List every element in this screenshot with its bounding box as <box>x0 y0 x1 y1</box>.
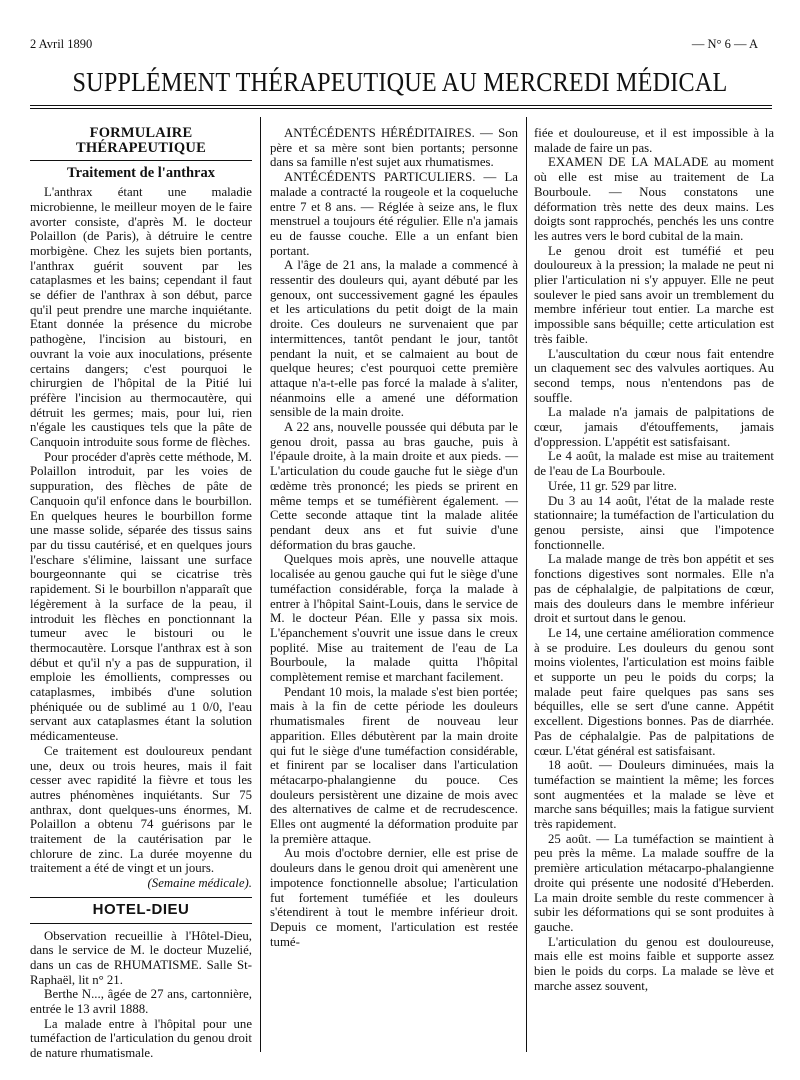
observation-paragraph: Du 3 au 14 août, l'état de la malade reste stationnaire; la tuméfaction de l'articulation du genou persiste, ainsi que l'impotence fonctionnelle. <box>534 493 774 552</box>
box-paragraph: Berthe N..., âgée de 27 ans, cartonnière, entrée le 13 avril 1888. <box>30 987 252 1017</box>
observation-paragraph: 18 août. — Douleurs diminuées, mais la tuméfaction se maintient la même; les forces sont augmentées et la malade se lève et marche sans béquilles; mais la fatigue survient très rapidement. <box>534 758 774 832</box>
observation-paragraph: L'articulation du genou est douloureuse, mais elle est moins faible et supporte assez bien le poids du corps. La malade se lève et marche assez souvent, <box>534 934 774 993</box>
header-date: 2 Avril 1890 <box>30 37 93 51</box>
box-rule <box>30 923 252 924</box>
box-rule <box>30 897 252 898</box>
page-title: SUPPLÉMENT THÉRAPEUTIQUE AU MERCREDI MÉDICAL <box>72 66 728 97</box>
column-divider-2 <box>526 117 527 1052</box>
observation-paragraph: Quelques mois après, une nouvelle attaque localisée au genou gauche qui fut le siège d'une tuméfaction considérable, força la malade à entrer à l'hôpital Saint-Louis, dans le service de M. le docteur Péan. Elle y passa six mois. L'épanchement s'ouvrit une issue dans le creux poplité. Mise au traitement de l'eau de La Bourboule, la malade quitta l'hôpital complètement remise et marchant facilement. <box>270 552 518 685</box>
header-rule <box>30 105 772 106</box>
header-issue-number: — N° 6 — A <box>691 37 758 51</box>
observation-paragraph: La malade mange de très bon appétit et ses fonctions digestives sont normales. Elle n'a pas de céphalalgie, de palpitations de cœur, mais des douleurs dans le membre inférieur droit et surtout dans le genou. <box>534 552 774 626</box>
observation-paragraph: Au mois d'octobre dernier, elle est prise de douleurs dans le genou droit qui amenèrent une impotence fonctionnelle absolue; l'articulation fut fortement tuméfiée et les douleurs s'étendirent à tout le membre inférieur droit. Depuis ce moment, l'articulation est restée tumé- <box>270 846 518 949</box>
observation-paragraph: A l'âge de 21 ans, la malade a commencé à ressentir des douleurs qui, ayant débuté par les genoux, ont successivement gagné les épaules et les articulations du petit doigt de la main droite. Ces douleurs ne survenaient que par intermittences, tantôt pendant le jour, tantôt pendant la nuit, et se calmaient au bout de quelque heures; c'est pourquoi cette première attaque n'a-t-elle pas forcé la malade à s'aliter, néanmoins elle a amené une déformation sensible de la main droite. <box>270 258 518 420</box>
observation-paragraph: fiée et douloureuse, et il est impossible à la malade de faire un pas. <box>534 126 774 155</box>
column-3 <box>534 126 774 993</box>
observation-paragraph: L'auscultation du cœur nous fait entendre un claquement sec des valvules aortiques. Au second temps, nous n'entendons pas de souffle. <box>534 346 774 405</box>
observation-paragraph: 25 août. — La tuméfaction se maintient à peu près la même. La malade souffre de la première articulation métacarpo-phalangienne droite qui présente une nodosité d'Heberden. La main droite semble du reste commencer à subir les déformations qui se sont produites à gauche. <box>534 831 774 934</box>
section-rule <box>30 160 252 161</box>
box-paragraph: La malade entre à l'hôpital pour une tuméfaction de l'articulation du genou droit de nature rhumatismale. <box>30 1016 252 1061</box>
article-paragraph: L'anthrax étant une maladie microbienne, le meilleur moyen de le faire avorter consiste, d'après M. le docteur Polaillon (de Paris), à détruire le centre morbigène. Chez les sujets bien portants, l'anthrax guérit souvent par les cataplasmes et les bains; cependant il faut se défier de l'anthrax à son début, parce qu'il peut prendre une marche inquiétante. Etant donnée la présence du microbe pathogène, l'incision au bistouri, en ouvrant la voie aux inoculations, présente certains dangers; c'est pourquoi le chirurgien de l'hôpital de la Pitié lui préfère l'incision au thermocautère, qui détruit les germes; mais, pour lui, rien n'égale les caustiques tels que la pâte de Canquoin introduite sous forme de flèches. <box>30 185 252 450</box>
column-1 <box>30 126 252 1061</box>
observation-paragraph: Pendant 10 mois, la malade s'est bien portée; mais à la fin de cette période les douleurs rhumatismales firent de nouveau leur apparition. Elles débutèrent par la main droite qui fut le siège d'une tuméfaction considérable, et finirent par se localiser dans l'articulation métacarpo-phalangienne du pouce. Ces douleurs persistèrent une dizaine de mois avec des alternatives de calme et de recrudescence. Elles ont augmenté la déformation produite par la première attaque. <box>270 684 518 846</box>
observation-paragraph: Le genou droit est tuméfié et peu douloureux à la pression; la malade ne peut ni plier l'articulation ni s'y appuyer. Elle ne peut soulever le pied sans avoir un tremblement du membre inférieur tout entier. La marche est impossible sans béquille; cette articulation est très faible. <box>534 243 774 346</box>
observation-paragraph: La malade n'a jamais de palpitations de cœur, jamais d'étouffements, jamais d'oppression. L'appétit est satisfaisant. <box>534 405 774 449</box>
box-title: HOTEL-DIEU <box>92 900 190 918</box>
observation-paragraph: Urée, 11 gr. 529 par litre. <box>548 478 677 493</box>
observation-paragraph: EXAMEN DE LA MALADE au moment où elle est mise au traitement de La Bourboule. — Nous constatons une déformation très nette des deux mains. Les doigts sont rapprochés, penchés les uns contre les autres vers le bord cubital de la main. <box>534 155 774 243</box>
article-title: Traitement de l'anthrax <box>67 165 215 182</box>
observation-paragraph: ANTÉCÉDENTS HÉRÉDITAIRES. — Son père et sa mère sont bien portants; personne dans sa famille n'est sujet aux rhumatismes. <box>270 126 518 170</box>
observation-paragraph: ANTÉCÉDENTS PARTICULIERS. — La malade a contracté la rougeole et la coqueluche entre 7 et 8 ans. — Réglée à seize ans, le flux menstruel a toujours été régulier. Elle n'a jamais eu de fausse couche. Elle a un enfant bien portant. <box>270 170 518 258</box>
box-paragraph: Observation recueillie à l'Hôtel-Dieu, dans le service de M. le docteur Muzelié, dans un cas de RHUMATISME. Salle St-Raphaël, lit n° 21. <box>30 928 252 987</box>
article-signature: (Semaine médicale). <box>147 876 252 891</box>
column-2 <box>270 126 518 949</box>
column-divider-1 <box>260 117 261 1052</box>
article-paragraph: Pour procéder d'après cette méthode, M. Polaillon introduit, par les voies de suppuration, des flèches de pâte de Canquoin qu'il enfonce dans le bourbillon. En quelques heures le bourbillon forme une masse solide, séparée des tissus sains par du tissu cautérisé, et en quelques jours l'eschare s'élimine, laissant une surface bourgeonnante qui se cicatrise très rapidement. Si le bourbillon n'apparaît que légèrement à la surface de la peau, il introduit les flèches en ponctionnant la tumeur avec le bistouri ou le thermocautère. Lorsque l'anthrax est à son début et qu'il n'y a pas de suppuration, il emploie les émollients, compresses ou cataplasmes, imbibés d'une solution phéniquée ou de sublimé au 1 0/0, l'eau servant aux cataplasmes étant la solution médicamenteuse. <box>30 449 252 744</box>
observation-paragraph: Le 4 août, la malade est mise au traitement de l'eau de La Bourboule. <box>534 449 774 479</box>
observation-paragraph: A 22 ans, nouvelle poussée qui débuta par le genou droit, passa au bras gauche, puis à l'épaule droite, à la main droite et aux pieds. — L'articulation du coude gauche fut le siège d'un œdème très prononcé; les pieds se prirent en même temps et se tuméfièrent également. — Cette seconde attaque tint la malade alitée pendant deux ans et fut suivie d'une déformation du bras gauche. <box>270 420 518 552</box>
header-rule-thin <box>30 108 772 109</box>
section-title: FORMULAIRE THÉRAPEUTIQUE <box>76 125 206 156</box>
article-paragraph: Ce traitement est douloureux pendant une, deux ou trois heures, mais il fait cesser avec rapidité la fièvre et tous les autres phénomènes inquiétants. Sur 75 anthrax, dont quelques-uns énormes, M. Polaillon a obtenu 74 guérisons par le traitement de la cautérisation par le chlorure de zinc. La durée moyenne du traitement a été de vingt et un jours. <box>30 743 252 876</box>
observation-paragraph: Le 14, une certaine amélioration commence à se produire. Les douleurs du genou sont moins violentes, l'articulation est moins faible et supporte un peu le poids du corps; la malade peut faire quelques pas sans ses béquilles, elle se sert d'une canne. Appétit excellent. Digestions bonnes. Pas de diarrhée. Pas de céphalalgie. Pas de palpitations de cœur. L'état général est satisfaisant. <box>534 625 774 758</box>
